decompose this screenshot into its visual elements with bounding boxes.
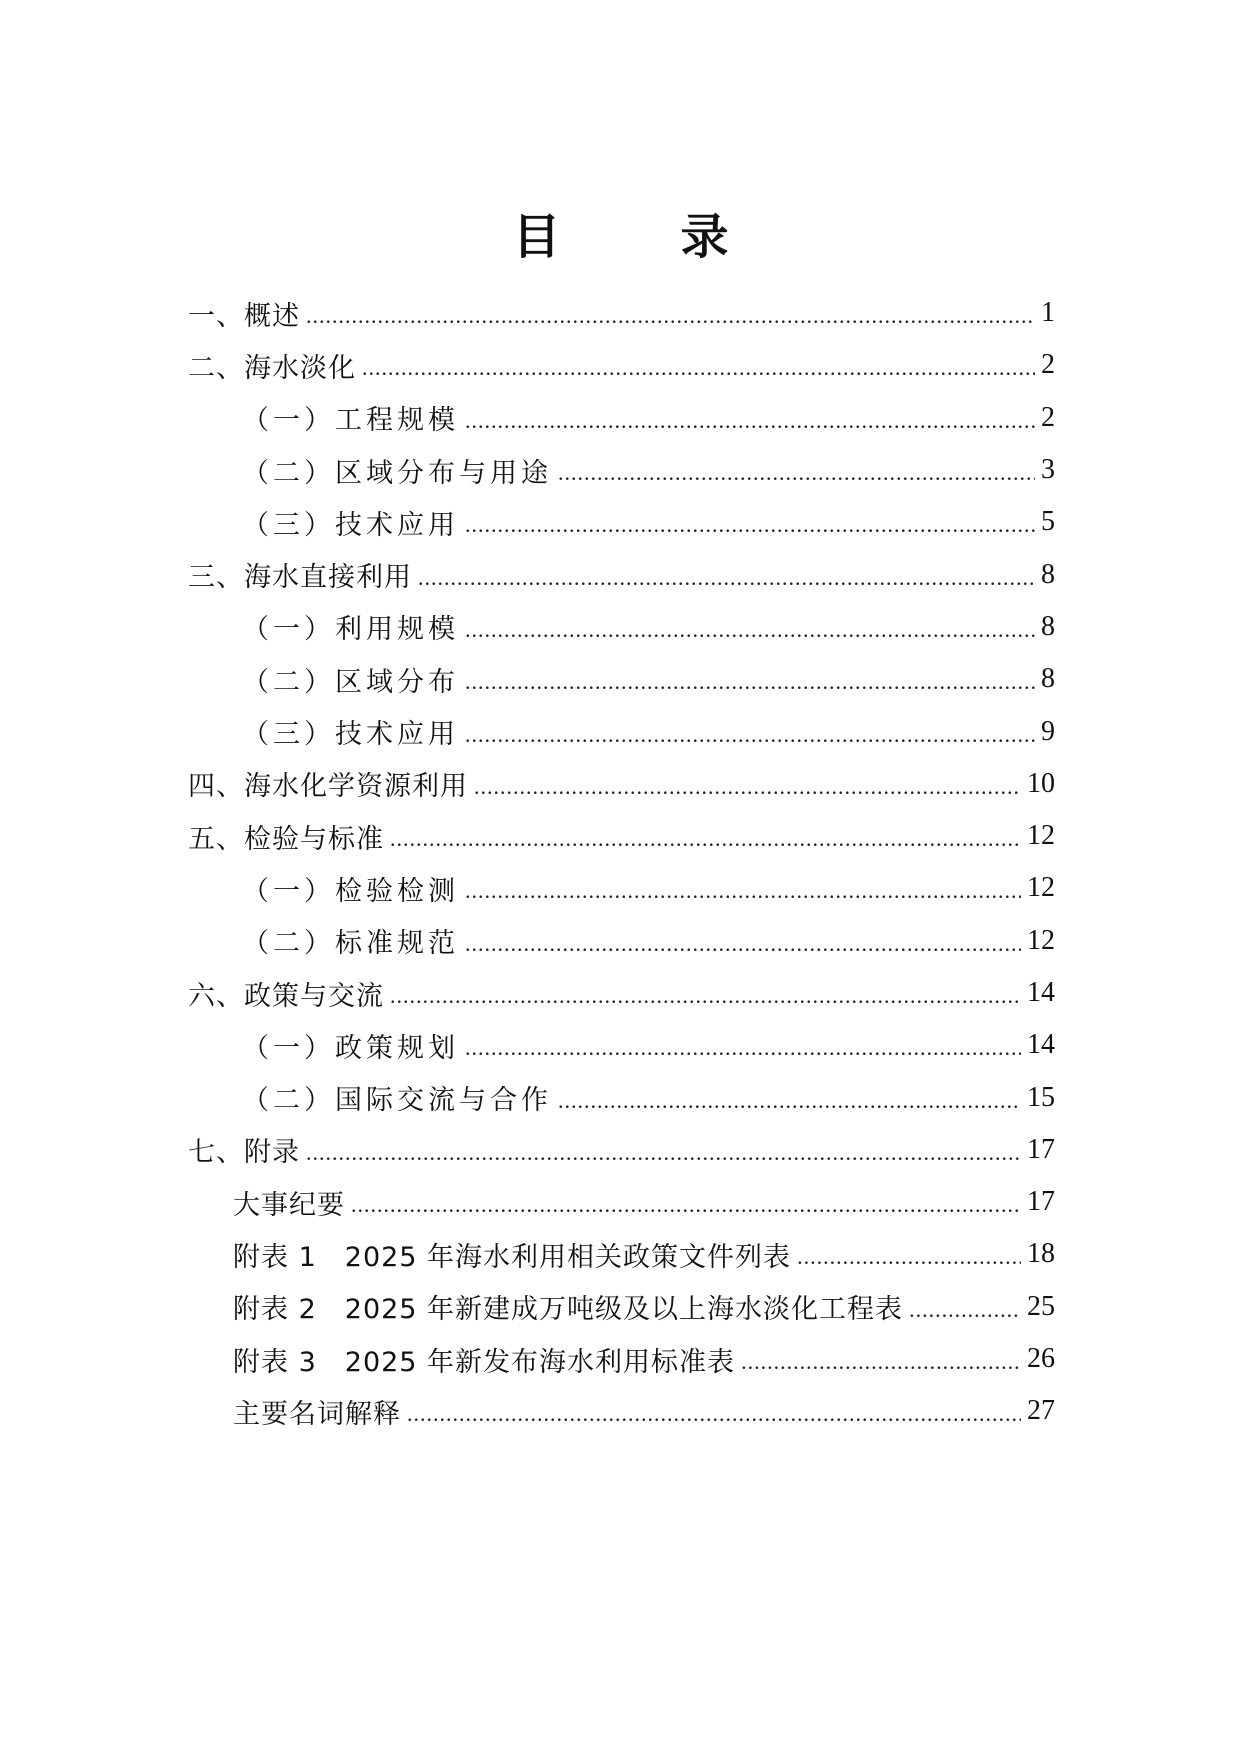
- toc-entry-policy-exchange[interactable]: [0, 967, 1241, 1019]
- toc-entry-chemical-resources[interactable]: [0, 758, 1241, 810]
- toc-page-number: 27: [1027, 1395, 1055, 1427]
- dot-leader: [465, 716, 1035, 748]
- toc-entry-label: 附表 2 2025 年新建成万吨级及以上海水淡化工程表: [233, 1294, 904, 1326]
- toc-page-number: 25: [1027, 1290, 1055, 1322]
- toc-subentry-usage-scale[interactable]: [0, 601, 1241, 653]
- toc-page-number: 15: [1027, 1081, 1055, 1113]
- toc-entry-direct-use[interactable]: [0, 548, 1241, 600]
- toc-appendix-chronicle[interactable]: [0, 1176, 1241, 1228]
- toc-page-number: 8: [1041, 558, 1055, 590]
- toc-entry-label: （一）政策规划: [242, 1032, 459, 1064]
- toc-entry-label: （二）国际交流与合作: [242, 1085, 552, 1117]
- dot-leader: [418, 559, 1035, 591]
- dot-leader: [362, 349, 1035, 381]
- toc-page-number: 12: [1027, 924, 1055, 956]
- toc-entry-label: （一）工程规模: [242, 405, 459, 437]
- dot-leader: [797, 1238, 1021, 1270]
- dot-leader: [465, 506, 1035, 538]
- toc-entry-label: （一）利用规模: [242, 614, 459, 646]
- toc-entry-desalination[interactable]: [0, 339, 1241, 391]
- dot-leader: [390, 977, 1021, 1009]
- toc-page-number: 1: [1041, 297, 1055, 329]
- toc-entry-appendix[interactable]: [0, 1124, 1241, 1176]
- toc-appendix-table-1[interactable]: [0, 1228, 1241, 1280]
- dot-leader: [909, 1291, 1021, 1323]
- toc-subentry-policy-planning[interactable]: [0, 1019, 1241, 1071]
- dot-leader: [306, 1134, 1021, 1166]
- toc-page-number: 8: [1041, 663, 1055, 695]
- toc-page-number: 3: [1041, 454, 1055, 486]
- dot-leader: [306, 297, 1035, 329]
- toc-entry-overview[interactable]: [0, 287, 1241, 339]
- toc-page-number: 12: [1027, 872, 1055, 904]
- dot-leader: [474, 768, 1021, 800]
- toc-entry-label: （一）检验检测: [242, 875, 459, 907]
- dot-leader: [465, 402, 1035, 434]
- toc-entry-inspection-standards[interactable]: [0, 810, 1241, 862]
- toc-entry-label: （二）标准规范: [242, 928, 459, 960]
- toc-page-number: 17: [1027, 1133, 1055, 1165]
- toc-entry-label: 二、海水淡化: [188, 352, 356, 384]
- toc-entry-label: 一、概述: [188, 300, 300, 332]
- toc-page-number: 2: [1041, 349, 1055, 381]
- toc-entry-label: （三）技术应用: [242, 509, 459, 541]
- toc-entry-label: 主要名词解释: [233, 1398, 401, 1430]
- toc-page-number: 9: [1041, 715, 1055, 747]
- toc-entry-label: 四、海水化学资源利用: [188, 771, 468, 803]
- toc-page-number: 17: [1027, 1186, 1055, 1218]
- toc-page-number: 5: [1041, 506, 1055, 538]
- toc-page-number: 2: [1041, 401, 1055, 433]
- toc-page-number: 10: [1027, 767, 1055, 799]
- toc-appendix-table-3[interactable]: [0, 1333, 1241, 1385]
- toc-subentry-project-scale[interactable]: [0, 392, 1241, 444]
- toc-page-number: 12: [1027, 820, 1055, 852]
- dot-leader: [465, 1029, 1021, 1061]
- toc-subentry-regional-distribution[interactable]: [0, 653, 1241, 705]
- toc-page-number: 8: [1041, 610, 1055, 642]
- toc-appendix-glossary[interactable]: [0, 1385, 1241, 1437]
- toc-page-number: 26: [1027, 1343, 1055, 1375]
- toc-subentry-standards[interactable]: [0, 915, 1241, 967]
- dot-leader: [465, 925, 1021, 957]
- dot-leader: [390, 820, 1021, 852]
- toc-entry-label: （三）技术应用: [242, 719, 459, 751]
- toc-entry-label: 大事纪要: [233, 1189, 345, 1221]
- toc-page-number: 14: [1027, 1029, 1055, 1061]
- toc-entry-label: 六、政策与交流: [188, 980, 384, 1012]
- toc-appendix-table-2[interactable]: [0, 1281, 1241, 1333]
- toc-entry-label: （二）区域分布: [242, 666, 459, 698]
- toc-subentry-inspection-testing[interactable]: [0, 862, 1241, 914]
- table-of-contents: [0, 287, 1241, 1438]
- toc-subentry-technology-application[interactable]: [0, 496, 1241, 548]
- dot-leader: [465, 611, 1035, 643]
- toc-subentry-technology-application-2[interactable]: [0, 705, 1241, 757]
- toc-entry-label: （二）区域分布与用途: [242, 457, 552, 489]
- dot-leader: [741, 1343, 1021, 1375]
- dot-leader: [351, 1186, 1021, 1218]
- dot-leader: [465, 872, 1021, 904]
- toc-page-number: 14: [1027, 977, 1055, 1008]
- dot-leader: [407, 1395, 1021, 1427]
- toc-subentry-regional-distribution-use[interactable]: [0, 444, 1241, 496]
- toc-entry-label: 附表 1 2025 年海水利用相关政策文件列表: [233, 1241, 792, 1273]
- dot-leader: [558, 454, 1035, 486]
- dot-leader: [558, 1082, 1021, 1114]
- toc-entry-label: 附表 3 2025 年新发布海水利用标准表: [233, 1346, 736, 1378]
- toc-subentry-international-cooperation[interactable]: [0, 1071, 1241, 1123]
- toc-page-number: 18: [1027, 1238, 1055, 1270]
- toc-entry-label: 七、附录: [188, 1137, 300, 1169]
- toc-entry-label: 三、海水直接利用: [188, 562, 412, 594]
- page-title: 目 录: [512, 209, 765, 266]
- toc-entry-label: 五、检验与标准: [188, 823, 384, 855]
- dot-leader: [465, 663, 1035, 695]
